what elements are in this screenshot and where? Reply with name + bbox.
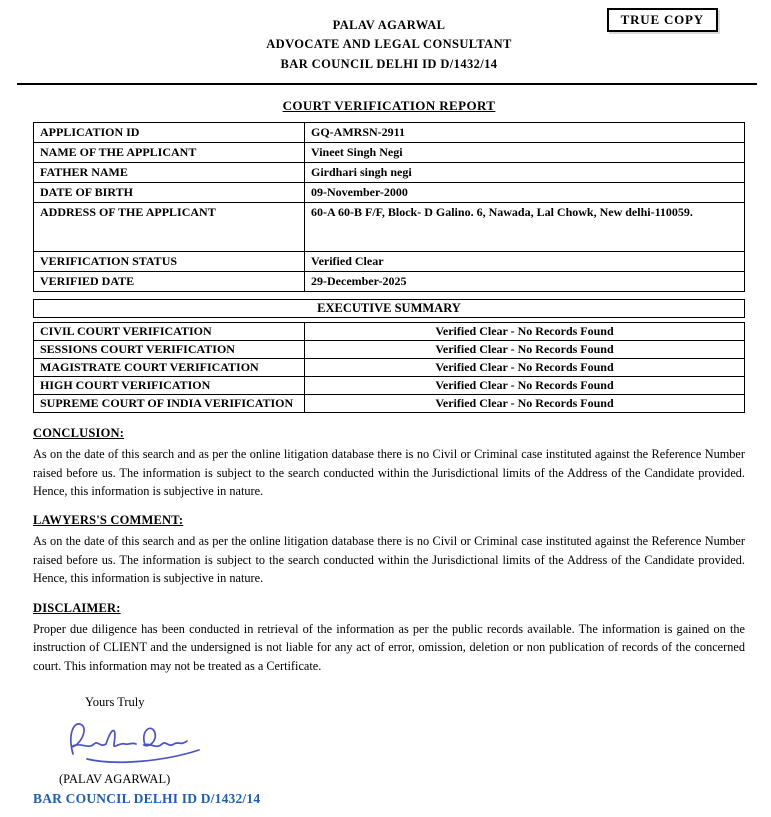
executive-summary-header: EXECUTIVE SUMMARY — [33, 299, 745, 318]
report-title: COURT VERIFICATION REPORT — [282, 98, 496, 114]
row-value: 29-December-2025 — [305, 272, 745, 292]
row-value: GQ-AMRSN-2911 — [305, 123, 745, 143]
true-copy-stamp: TRUE COPY — [607, 8, 718, 32]
table-row — [34, 377, 745, 395]
row-value: Verified Clear - No Records Found — [305, 359, 745, 377]
lawyers-comment-heading: LAWYERS'S COMMENT: — [33, 513, 184, 528]
table-row — [34, 163, 745, 183]
row-label: MAGISTRATE COURT VERIFICATION — [34, 359, 305, 377]
table-row — [34, 203, 745, 252]
header-divider — [17, 83, 757, 85]
row-value: 09-November-2000 — [305, 183, 745, 203]
row-value: Verified Clear - No Records Found — [305, 323, 745, 341]
row-label: CIVIL COURT VERIFICATION — [34, 323, 305, 341]
conclusion-section — [33, 426, 745, 500]
table-row — [34, 272, 745, 292]
conclusion-heading: CONCLUSION: — [33, 426, 125, 441]
table-row — [34, 252, 745, 272]
row-label: APPLICATION ID — [34, 123, 305, 143]
row-label: DATE OF BIRTH — [34, 183, 305, 203]
applicant-table — [33, 122, 745, 292]
row-label: VERIFICATION STATUS — [34, 252, 305, 272]
handwritten-signature-icon — [59, 714, 209, 770]
signature — [59, 714, 745, 770]
disclaimer-section — [33, 601, 745, 675]
table-row — [34, 143, 745, 163]
row-label: NAME OF THE APPLICANT — [34, 143, 305, 163]
row-value: Verified Clear - No Records Found — [305, 395, 745, 413]
disclaimer-heading: DISCLAIMER: — [33, 600, 121, 615]
row-value: Verified Clear — [305, 252, 745, 272]
table-row — [34, 323, 745, 341]
conclusion-body: As on the date of this search and as per the online litigation database there is no Civil or Criminal case instituted against the Reference Number raised before us. The information is subject to the search conducted within the Jurisdictional limits of the Address of the Candidate provided. Hence, this information is subjective in nature. — [33, 447, 745, 498]
row-label: SUPREME COURT OF INDIA VERIFICATION — [34, 395, 305, 413]
lawyers-comment-section — [33, 513, 745, 587]
disclaimer-body: Proper due diligence has been conducted in retrieval of the information as per the public records available. The information is gained on the instruction of CLIENT and the undersigned is not liable for any act of error, omission, deletion or non publication of records of the concerned court. This information may not be treated as a Certificate. — [33, 621, 745, 673]
row-value: Verified Clear - No Records Found — [305, 377, 745, 395]
row-label: HIGH COURT VERIFICATION — [34, 377, 305, 395]
typed-name: (PALAV AGARWAL) — [59, 772, 171, 787]
row-label: FATHER NAME — [34, 163, 305, 183]
table-row — [34, 395, 745, 413]
row-label: VERIFIED DATE — [34, 272, 305, 292]
table-row — [34, 123, 745, 143]
table-row — [34, 183, 745, 203]
table-row — [34, 341, 745, 359]
lawyers-comment-body: As on the date of this search and as per the online litigation database there is no Civil or Criminal case instituted against the Reference Number raised before us. The information is subject to the search conducted within the Jurisdictional limits of the Address of the Candidate provided. Hence, this information is subjective in nature. — [33, 534, 745, 586]
advocate-bar-id: BAR COUNCIL DELHI ID D/1432/14 — [280, 56, 498, 71]
row-value: Verified Clear - No Records Found — [305, 341, 745, 359]
advocate-name: PALAV AGARWAL — [332, 18, 446, 32]
footer-bar-id: BAR COUNCIL DELHI ID D/1432/14 — [33, 791, 261, 807]
row-value: 60-A 60-B F/F, Block- D Galino. 6, Nawada, Lal Chowk, New delhi-110059. — [305, 203, 745, 252]
row-value: Girdhari singh negi — [305, 163, 745, 183]
table-row — [34, 359, 745, 377]
advocate-title: ADVOCATE AND LEGAL CONSULTANT — [266, 37, 512, 52]
summary-table — [33, 322, 745, 413]
salutation: Yours Truly — [85, 695, 145, 710]
row-label: SESSIONS COURT VERIFICATION — [34, 341, 305, 359]
row-value: Vineet Singh Negi — [305, 143, 745, 163]
row-label: ADDRESS OF THE APPLICANT — [34, 203, 305, 252]
